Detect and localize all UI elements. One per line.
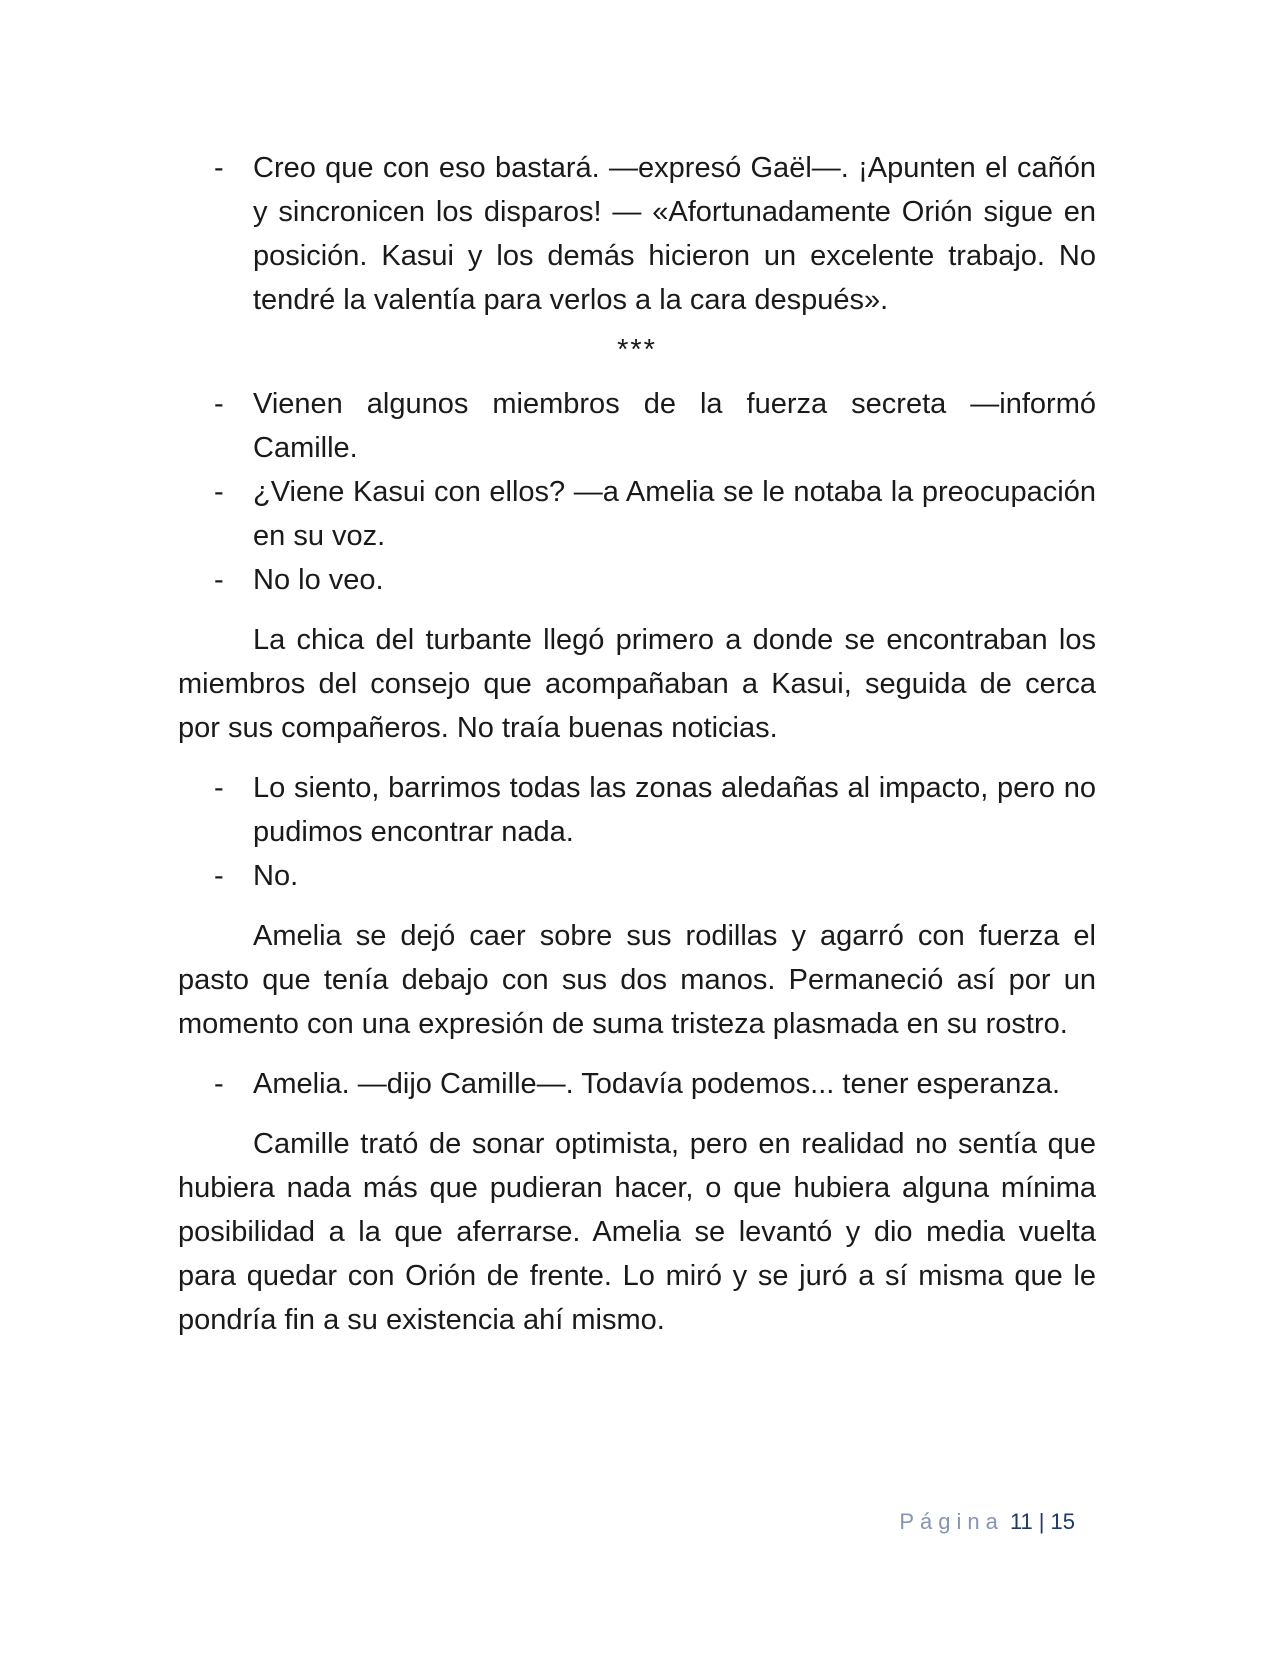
dialogue-dash: - (214, 388, 224, 420)
dialogue-text: Lo siento, barrimos todas las zonas aledañas al impacto, pero no pudimos encontrar nada. (253, 772, 1096, 848)
page-footer (0, 1507, 1075, 1537)
dialogue-text: Amelia. —dijo Camille—. Todavía podemos... tener esperanza. (253, 1068, 1061, 1100)
dialogue-text: ¿Viene Kasui con ellos? —a Amelia se le notaba la preocupación en su voz. (253, 476, 1096, 552)
dialogue-line (178, 1062, 1096, 1106)
dialogue-text: Vienen algunos miembros de la fuerza secreta —informó Camille. (253, 388, 1096, 464)
dialogue-line (178, 146, 1096, 322)
page-divider: | (1038, 1509, 1045, 1534)
total-page-count: 15 (1050, 1509, 1075, 1534)
dialogue-dash: - (214, 860, 224, 892)
narrative-paragraph: Camille trató de sonar optimista, pero en realidad no sentía que hubiera nada más que pudieran hacer, o que hubiera alguna mínima posibilidad a la que aferrarse. Amelia se levantó y dio media vuelta para quedar con Orión de frente. Lo miró y se juró a sí misma que le pondría fin a su existencia ahí mismo. (178, 1128, 1096, 1336)
dialogue-text: Creo que con eso bastará. —expresó Gaël—. ¡Apunten el cañón y sincronicen los disparos! — «Afortunadamente Orión sigue en posición. Kasui y los demás hicieron un excelente trabajo. No tendré la valentía para verlos a la cara después». (253, 152, 1096, 316)
dialogue-dash: - (214, 564, 224, 596)
dialogue-dash: - (214, 152, 224, 184)
dialogue-block-2 (178, 382, 1096, 602)
scene-separator: *** (617, 334, 657, 366)
page-body (178, 146, 1096, 1342)
dialogue-text: No. (253, 860, 299, 892)
dialogue-line (178, 382, 1096, 470)
dialogue-line (178, 470, 1096, 558)
dialogue-block-4 (178, 1062, 1096, 1106)
dialogue-line (178, 558, 1096, 602)
dialogue-dash: - (214, 476, 224, 508)
current-page-number: 11 (1009, 1509, 1033, 1534)
dialogue-dash: - (214, 1068, 224, 1100)
narrative-paragraph: Amelia se dejó caer sobre sus rodillas y agarró con fuerza el pasto que tenía debajo con sus dos manos. Permaneció así por un momento con una expresión de suma tristeza plasmada en su rostro. (178, 920, 1096, 1040)
dialogue-line (178, 854, 1096, 898)
dialogue-text: No lo veo. (253, 564, 384, 596)
dialogue-block-3 (178, 766, 1096, 898)
dialogue-dash: - (214, 772, 224, 804)
dialogue-line (178, 766, 1096, 854)
dialogue-block-1 (178, 146, 1096, 322)
page-label: Página (899, 1509, 1004, 1534)
narrative-paragraph: La chica del turbante llegó primero a donde se encontraban los miembros del consejo que acompañaban a Kasui, seguida de cerca por sus compañeros. No traía buenas noticias. (178, 624, 1096, 744)
